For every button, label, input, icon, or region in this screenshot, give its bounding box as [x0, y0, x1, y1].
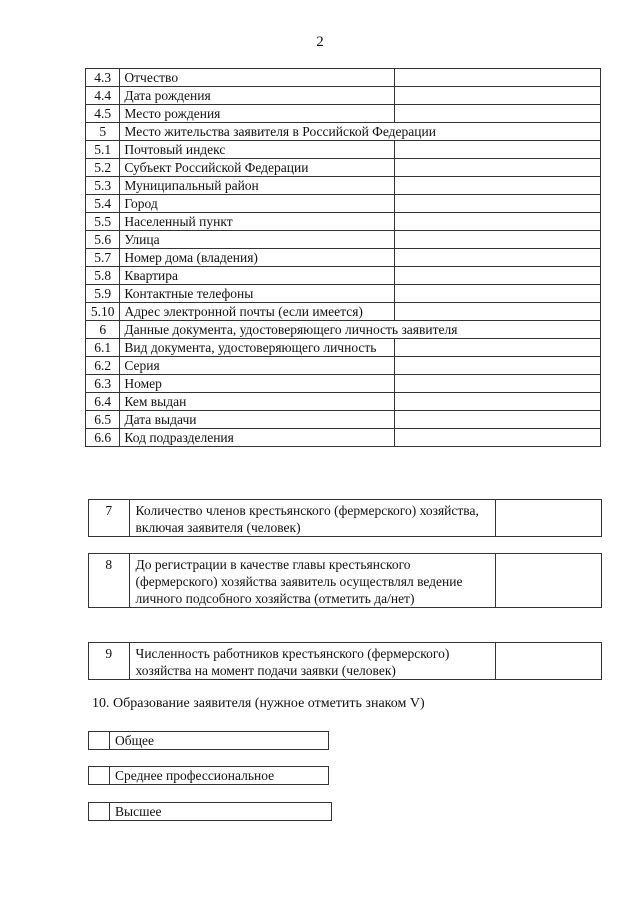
row-label: Улица [120, 231, 394, 249]
row-label: Серия [120, 357, 394, 375]
value-field[interactable] [394, 195, 600, 213]
table-row [86, 69, 601, 87]
row-label: Город [120, 195, 394, 213]
row-label: Код подразделения [120, 429, 394, 447]
value-field[interactable] [394, 375, 600, 393]
row-number: 5.4 [86, 195, 120, 213]
value-field[interactable] [394, 339, 600, 357]
table-row [86, 375, 601, 393]
page-number: 2 [316, 34, 324, 50]
workers-count-table [88, 642, 602, 680]
row-number: 5.6 [86, 231, 120, 249]
value-field[interactable] [394, 357, 600, 375]
row-label: До регистрации в качестве главы крестьянского (фермерского) хозяйства заявитель осуществлял ведение личного подсобного хозяйства (отметить да/нет) [129, 554, 495, 608]
row-label: Вид документа, удостоверяющего личность [120, 339, 394, 357]
table-row [89, 500, 602, 537]
education-vocational-label: Среднее профессиональное [110, 767, 329, 785]
row-number: 6.5 [86, 411, 120, 429]
row-number: 5.7 [86, 249, 120, 267]
row-number: 5.8 [86, 267, 120, 285]
value-field[interactable] [394, 213, 600, 231]
row-number: 5.5 [86, 213, 120, 231]
applicant-data-table-body [86, 69, 601, 447]
table-row [89, 554, 602, 608]
row-number: 5.9 [86, 285, 120, 303]
row-label: Субъект Российской Федерации [120, 159, 394, 177]
education-option-general [88, 731, 329, 750]
value-field[interactable] [394, 159, 600, 177]
table-row [86, 429, 601, 447]
workers-count-value-field[interactable] [495, 643, 601, 680]
table-row [86, 357, 601, 375]
row-label: Данные документа, удостоверяющего личность заявителя [120, 321, 601, 339]
row-number: 5 [86, 123, 120, 141]
row-label: Населенный пункт [120, 213, 394, 231]
row-number: 5.3 [86, 177, 120, 195]
education-option-vocational [88, 766, 329, 785]
table-row [86, 411, 601, 429]
row-number: 6.2 [86, 357, 120, 375]
row-label: Место жительства заявителя в Российской Федерации [120, 123, 601, 141]
private-farming-table [88, 553, 602, 608]
row-number: 4.3 [86, 69, 120, 87]
education-higher-label: Высшее [110, 803, 332, 821]
table-row [86, 339, 601, 357]
private-farming-value-field[interactable] [495, 554, 601, 608]
education-heading: 10. Образование заявителя (нужное отметить знаком V) [92, 696, 425, 711]
row-number: 9 [89, 643, 130, 680]
row-label: Отчество [120, 69, 394, 87]
table-row [89, 643, 602, 680]
row-label: Муниципальный район [120, 177, 394, 195]
household-members-value-field[interactable] [495, 500, 601, 537]
education-option-higher [88, 802, 332, 821]
value-field[interactable] [394, 393, 600, 411]
table-row [86, 213, 601, 231]
value-field[interactable] [394, 411, 600, 429]
value-field[interactable] [394, 267, 600, 285]
education-vocational-checkbox[interactable] [89, 767, 110, 785]
table-row [86, 159, 601, 177]
value-field[interactable] [394, 105, 600, 123]
row-number: 5.10 [86, 303, 120, 321]
table-row [86, 87, 601, 105]
table-row [86, 231, 601, 249]
row-number: 6.4 [86, 393, 120, 411]
row-number: 5.2 [86, 159, 120, 177]
row-label: Контактные телефоны [120, 285, 394, 303]
row-label: Дата выдачи [120, 411, 394, 429]
row-number: 8 [89, 554, 130, 608]
applicant-data-table [85, 68, 601, 447]
row-label: Дата рождения [120, 87, 394, 105]
row-label: Численность работников крестьянского (фермерского) хозяйства на момент подачи заявки (человек) [129, 643, 495, 680]
table-row [86, 393, 601, 411]
education-general-checkbox[interactable] [89, 732, 110, 750]
row-number: 5.1 [86, 141, 120, 159]
table-row [86, 177, 601, 195]
row-number: 6.1 [86, 339, 120, 357]
row-label: Кем выдан [120, 393, 394, 411]
education-general-label: Общее [110, 732, 329, 750]
table-row [86, 249, 601, 267]
row-label: Количество членов крестьянского (фермерского) хозяйства, включая заявителя (человек) [129, 500, 495, 537]
row-number: 6.3 [86, 375, 120, 393]
value-field[interactable] [394, 177, 600, 195]
row-label: Номер дома (владения) [120, 249, 394, 267]
table-row [86, 285, 601, 303]
table-row [86, 267, 601, 285]
value-field[interactable] [394, 141, 600, 159]
household-members-table [88, 499, 602, 537]
value-field[interactable] [394, 87, 600, 105]
row-label: Номер [120, 375, 394, 393]
row-label: Квартира [120, 267, 394, 285]
row-number: 6 [86, 321, 120, 339]
table-row [86, 303, 601, 321]
table-row [86, 321, 601, 339]
value-field[interactable] [394, 429, 600, 447]
education-higher-checkbox[interactable] [89, 803, 110, 821]
table-row [86, 141, 601, 159]
table-row [86, 123, 601, 141]
row-number: 7 [89, 500, 130, 537]
row-number: 4.4 [86, 87, 120, 105]
value-field[interactable] [394, 285, 600, 303]
value-field[interactable] [394, 69, 600, 87]
value-field[interactable] [394, 249, 600, 267]
row-label: Почтовый индекс [120, 141, 394, 159]
row-label: Место рождения [120, 105, 394, 123]
value-field[interactable] [394, 303, 600, 321]
table-row [86, 195, 601, 213]
table-row [86, 105, 601, 123]
row-number: 4.5 [86, 105, 120, 123]
value-field[interactable] [394, 231, 600, 249]
row-number: 6.6 [86, 429, 120, 447]
row-label: Адрес электронной почты (если имеется) [120, 303, 394, 321]
